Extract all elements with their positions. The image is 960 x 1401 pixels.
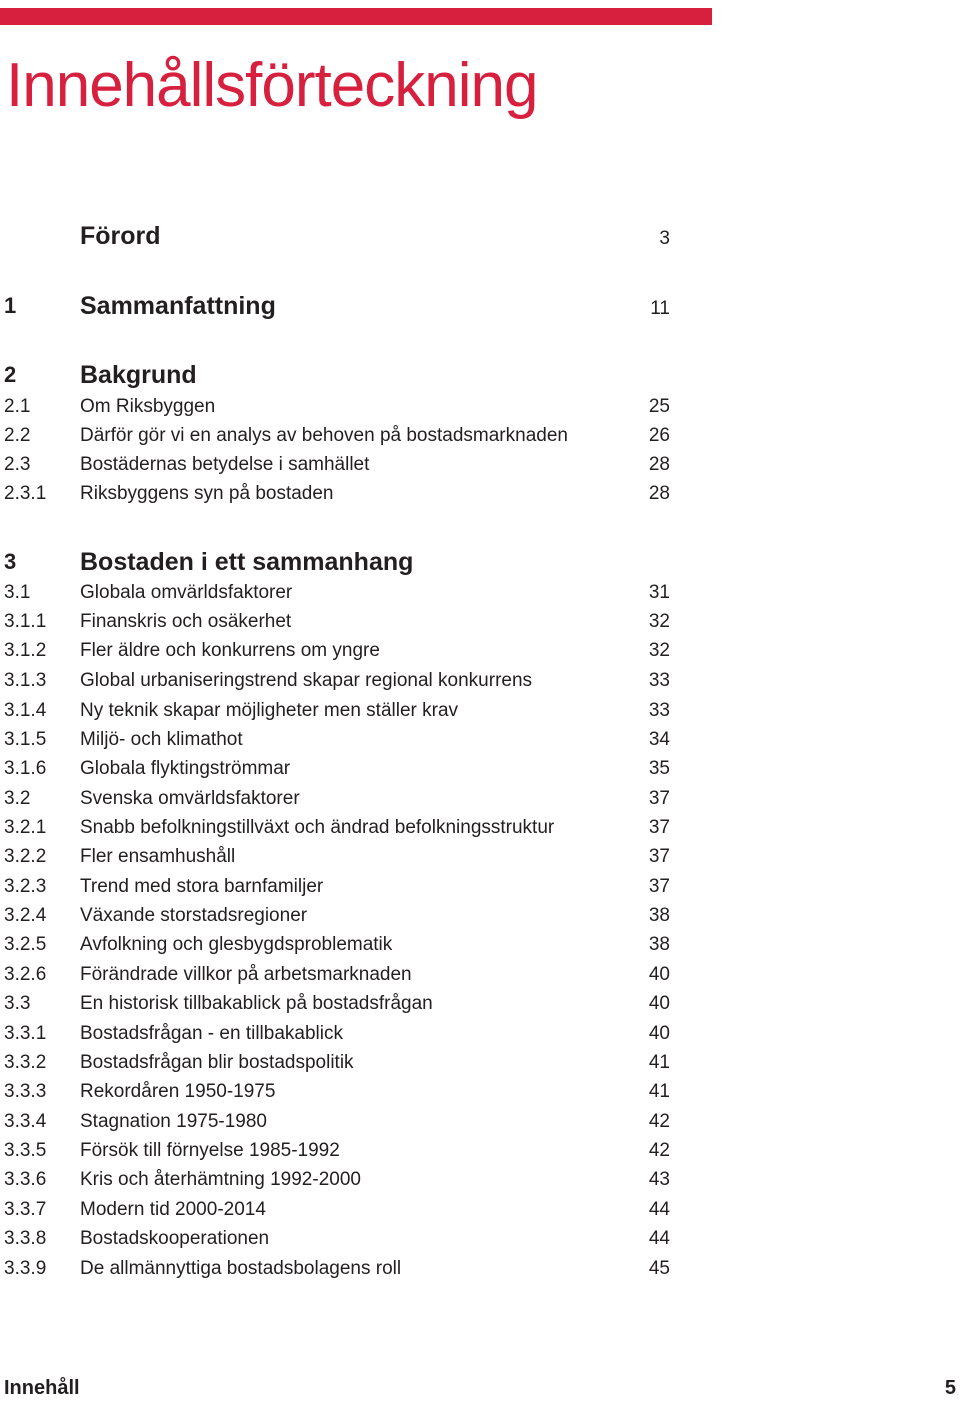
toc-entry-page: 42 (648, 1111, 670, 1132)
toc-entry-page: 43 (648, 1169, 670, 1190)
toc-entry[interactable] (0, 481, 680, 511)
toc-entry-label: Bostädernas betydelse i samhället (80, 454, 370, 475)
toc-entry-page: 45 (648, 1258, 670, 1279)
toc-entry[interactable] (0, 1256, 680, 1286)
toc-entry-label: Sammanfattning (80, 292, 276, 320)
toc-entry-number: 3.3.8 (4, 1228, 47, 1249)
toc-entry-page: 44 (648, 1199, 670, 1220)
toc-entry-label: Avfolkning och glesbygdsproblematik (80, 934, 393, 955)
toc-entry-number: 3.2 (4, 788, 31, 809)
toc-entry[interactable] (0, 360, 680, 390)
toc-entry-page: 38 (648, 934, 670, 955)
toc-entry-label: Globala flyktingströmmar (80, 758, 291, 779)
footer-section-label: Innehåll (4, 1377, 80, 1399)
toc-entry-page: 11 (650, 298, 670, 319)
toc-entry[interactable] (0, 638, 680, 668)
toc-entry-label: Om Riksbyggen (80, 396, 216, 417)
toc-entry[interactable] (0, 609, 680, 639)
toc-entry-label: Bostadsfrågan blir bostadspolitik (80, 1052, 354, 1073)
toc-entry-page: 37 (648, 876, 670, 897)
toc-entry-label: Svenska omvärldsfaktorer (80, 788, 300, 809)
toc-entry-number: 3.3.9 (4, 1258, 47, 1279)
toc-entry[interactable] (0, 844, 680, 874)
toc-entry-number: 1 (4, 293, 17, 318)
toc-entry-page: 37 (648, 846, 670, 867)
toc-entry-page: 32 (648, 640, 670, 661)
toc-entry-page: 38 (648, 905, 670, 926)
toc-entry-label: En historisk tillbakablick på bostadsfrågan (80, 993, 433, 1014)
toc-entry-page: 26 (648, 425, 670, 446)
toc-entry-number: 3.1 (4, 582, 31, 603)
toc-entry-number: 3.2.2 (4, 846, 47, 867)
toc-entry-number: 3.3.3 (4, 1081, 47, 1102)
toc-entry-number: 3.3.1 (4, 1023, 47, 1044)
toc-entry[interactable] (0, 1226, 680, 1256)
toc-entry-number: 3.3.6 (4, 1169, 47, 1190)
toc-entry-page: 32 (648, 611, 670, 632)
toc-entry[interactable] (0, 547, 680, 577)
toc-entry-number: 3.3.5 (4, 1140, 47, 1161)
toc-entry-page: 3 (659, 228, 670, 249)
toc-entry-number: 3.2.1 (4, 817, 47, 838)
toc-entry-page: 35 (648, 758, 670, 779)
toc-entry-page: 34 (648, 729, 670, 750)
toc-entry-label: Förändrade villkor på arbetsmarknaden (80, 964, 412, 985)
toc-entry[interactable] (0, 1021, 680, 1051)
toc-entry-number: 3.1.1 (4, 611, 47, 632)
toc-entry-number: 3.3.7 (4, 1199, 47, 1220)
toc-entry-page: 40 (648, 1023, 670, 1044)
toc-entry-label: Miljö- och klimathot (80, 729, 243, 750)
toc-entry[interactable] (0, 962, 680, 992)
toc-entry-number: 2.3 (4, 454, 31, 475)
toc-entry[interactable] (0, 668, 680, 698)
toc-entry-label: Globala omvärldsfaktorer (80, 582, 293, 603)
toc-entry-number: 3.3.2 (4, 1052, 47, 1073)
toc-entry-label: Bostadsfrågan - en tillbakablick (80, 1023, 343, 1044)
toc-entry[interactable] (0, 815, 680, 845)
toc-entry-number: 2.1 (4, 396, 31, 417)
toc-entry-label: Bostadskooperationen (80, 1228, 270, 1249)
toc-entry-number: 3.1.2 (4, 640, 47, 661)
toc-entry-label: Fler ensamhushåll (80, 846, 236, 867)
toc-entry-label: Ny teknik skapar möjligheter men ställer krav (80, 700, 459, 721)
toc-entry-label: Trend med stora barnfamiljer (80, 876, 324, 897)
toc-entry[interactable] (0, 452, 680, 482)
toc-entry-number: 3.1.4 (4, 700, 47, 721)
toc-entry-label: Därför gör vi en analys av behoven på bostadsmarknaden (80, 425, 568, 446)
toc-entry-label: De allmännyttiga bostadsbolagens roll (80, 1258, 402, 1279)
toc-entry-label: Försök till förnyelse 1985-1992 (80, 1140, 340, 1161)
toc-entry-page: 42 (648, 1140, 670, 1161)
toc-entry[interactable] (0, 786, 680, 816)
toc-entry-page: 40 (648, 993, 670, 1014)
toc-entry-number: 3 (4, 549, 17, 574)
toc-entry[interactable] (0, 1109, 680, 1139)
toc-entry[interactable] (0, 580, 680, 610)
toc-entry-label: Bostaden i ett sammanhang (80, 548, 414, 576)
toc-entry-page: 33 (648, 700, 670, 721)
toc-entry-number: 3.2.5 (4, 934, 47, 955)
toc-entry-number: 3.2.3 (4, 876, 47, 897)
toc-entry-number: 3.3 (4, 993, 31, 1014)
toc-entry[interactable] (0, 903, 680, 933)
toc-entry-number: 3.1.5 (4, 729, 47, 750)
toc-entry-number: 3.2.6 (4, 964, 47, 985)
toc-entry[interactable] (0, 423, 680, 453)
toc-entry-label: Rekordåren 1950-1975 (80, 1081, 276, 1102)
toc-entry-number: 3.2.4 (4, 905, 47, 926)
toc-entry[interactable] (0, 1138, 680, 1168)
toc-entry-page: 33 (648, 670, 670, 691)
toc-entry-label: Snabb befolkningstillväxt och ändrad befolkningsstruktur (80, 817, 555, 838)
toc-entry-label: Förord (80, 222, 161, 250)
toc-entry[interactable] (0, 698, 680, 728)
toc-entry[interactable] (0, 727, 680, 757)
toc-entry-page: 28 (648, 483, 670, 504)
toc-entry-number: 2.2 (4, 425, 31, 446)
toc-entry[interactable] (0, 1197, 680, 1227)
toc-entry-number: 3.1.3 (4, 670, 47, 691)
toc-entry-label: Global urbaniseringstrend skapar regional konkurrens (80, 670, 533, 691)
toc-entry[interactable] (0, 394, 680, 424)
toc-entry-label: Finanskris och osäkerhet (80, 611, 292, 632)
toc-entry-page: 37 (648, 817, 670, 838)
toc-entry-label: Bakgrund (80, 361, 197, 389)
toc-entry-page: 28 (648, 454, 670, 475)
toc-entry-page: 41 (648, 1081, 670, 1102)
toc-entry-number: 3.3.4 (4, 1111, 47, 1132)
toc-entry-page: 37 (648, 788, 670, 809)
toc-entry-page: 40 (648, 964, 670, 985)
toc-entry-label: Fler äldre och konkurrens om yngre (80, 640, 380, 661)
toc-entry-label: Kris och återhämtning 1992-2000 (80, 1169, 361, 1190)
page-title: Innehållsförteckning (6, 51, 538, 120)
toc-entry-page: 41 (648, 1052, 670, 1073)
toc-entry-label: Modern tid 2000-2014 (80, 1199, 266, 1220)
toc-entry-label: Riksbyggens syn på bostaden (80, 483, 334, 504)
toc-entry[interactable] (0, 932, 680, 962)
toc-entry[interactable] (0, 1167, 680, 1197)
toc-entry[interactable] (0, 1050, 680, 1080)
toc-entry[interactable] (0, 291, 680, 321)
toc-entry[interactable] (0, 991, 680, 1021)
toc-entry-number: 3.1.6 (4, 758, 47, 779)
toc-entry-label: Växande storstadsregioner (80, 905, 308, 926)
toc-entry[interactable] (0, 1079, 680, 1109)
toc-entry-number: 2 (4, 362, 17, 387)
footer-page-number: 5 (944, 1377, 956, 1399)
toc-entry-page: 25 (648, 396, 670, 417)
toc-entry-label: Stagnation 1975-1980 (80, 1111, 267, 1132)
toc-entry-page: 31 (648, 582, 670, 603)
toc-entry-page: 44 (648, 1228, 670, 1249)
toc-entry[interactable] (0, 874, 680, 904)
toc-entry-number: 2.3.1 (4, 483, 47, 504)
toc-entry[interactable] (0, 221, 680, 251)
toc-entry[interactable] (0, 756, 680, 786)
